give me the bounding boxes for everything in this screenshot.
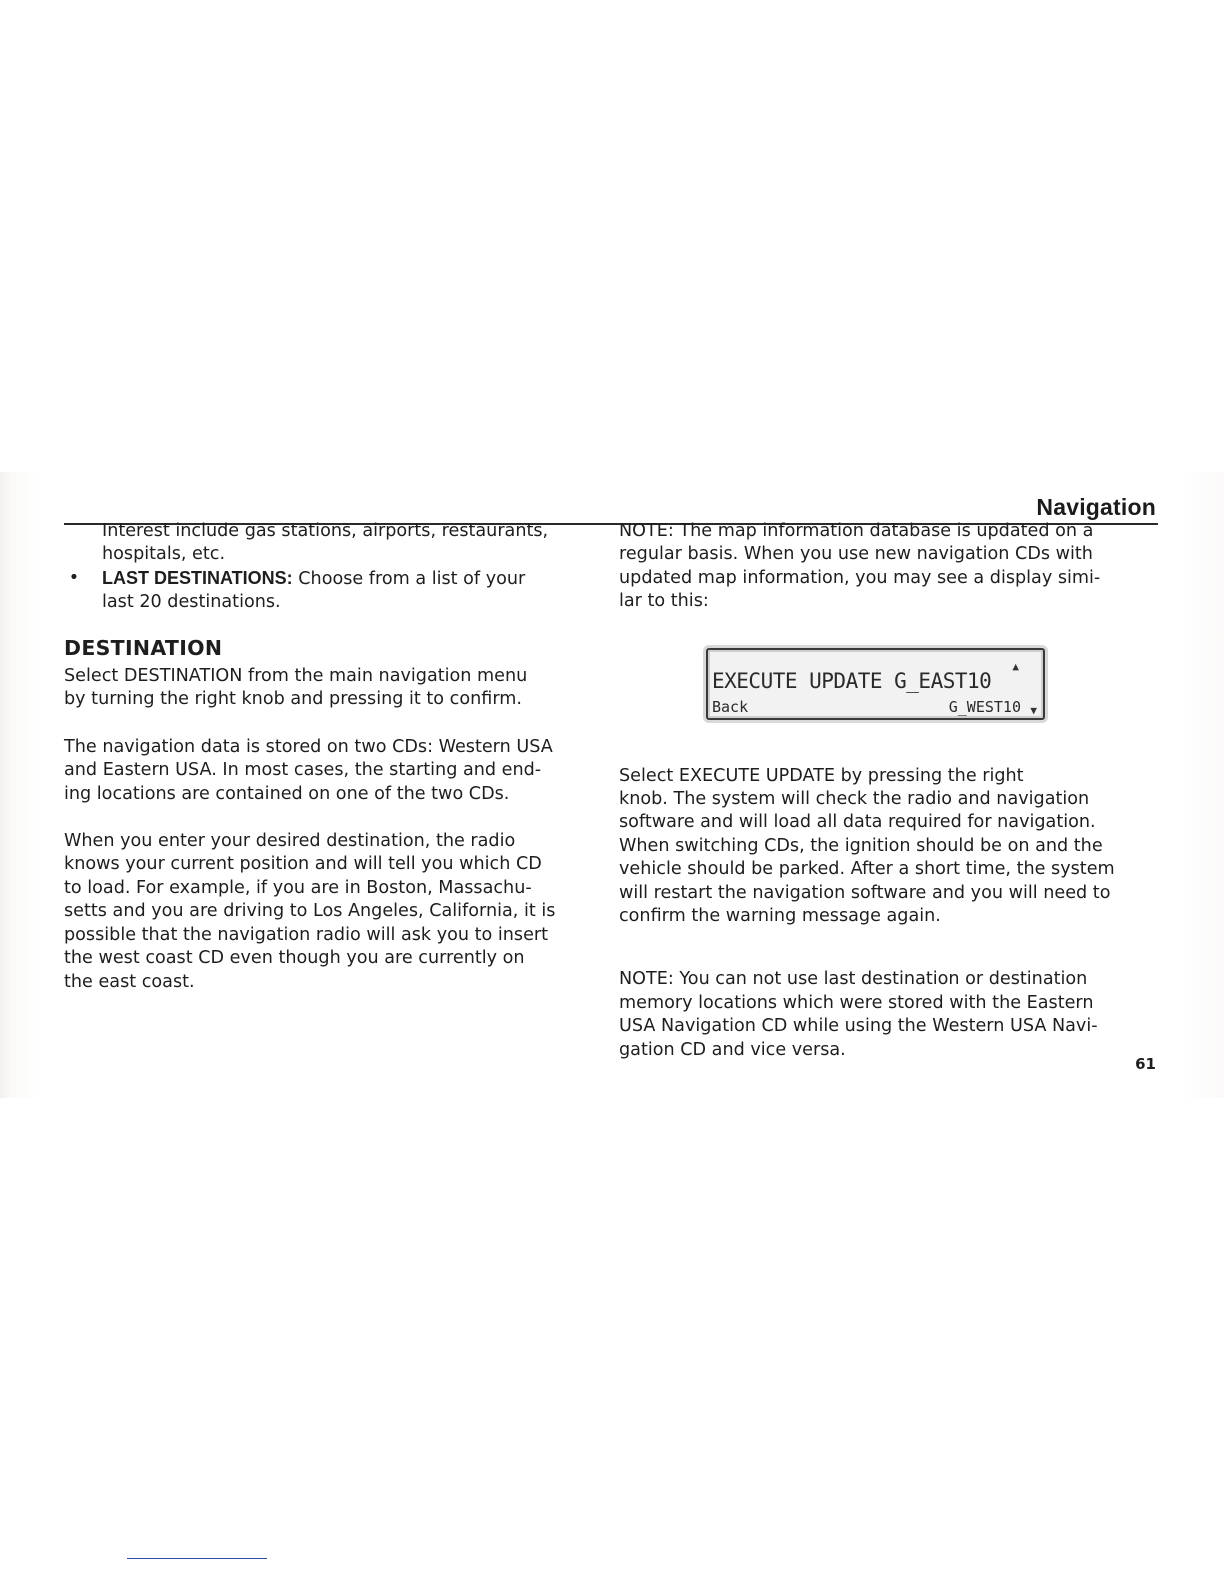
paragraph-line: NOTE: The map information database is updated on a [619, 521, 1094, 541]
paragraph-line: NOTE: You can not use last destination or destination [619, 969, 1088, 990]
bullet-label: LAST DESTINATIONS: [102, 567, 293, 588]
bullet-text: last 20 destinations. [102, 592, 281, 613]
radio-display-illustration [706, 648, 1045, 720]
execute-update-paragraph [619, 765, 1159, 929]
paragraph-line: When switching CDs, the ignition should be on and the [619, 835, 1103, 856]
note-destination-memory-paragraph [619, 968, 1159, 1062]
cd-paragraph [64, 736, 604, 806]
bullet-icon: • [68, 567, 80, 588]
page-number: 61 [1135, 1055, 1156, 1073]
left-column [64, 520, 604, 994]
paragraph-line: by turning the right knob and pressing it to confirm. [64, 689, 522, 710]
intro-text [64, 520, 604, 567]
intro-line: Interest include gas stations, airports, restaurants, [102, 521, 549, 541]
paragraph-line: Select DESTINATION from the main navigation menu [64, 666, 528, 687]
paragraph-line: Select EXECUTE UPDATE by pressing the right [619, 765, 1024, 786]
paragraph-line: regular basis. When you use new navigation CDs with [619, 544, 1093, 565]
paragraph-line: possible that the navigation radio will ask you to insert [64, 924, 549, 945]
paragraph-line: knows your current position and will tell you which CD [64, 854, 542, 875]
paragraph-line: to load. For example, if you are in Boston, Massachu- [64, 877, 532, 898]
paragraph-line: When you enter your desired destination, the radio [64, 831, 516, 852]
display-west-label: G_WEST10 [948, 697, 1021, 716]
section-header: Navigation [1036, 494, 1156, 520]
paragraph-line: will restart the navigation software and you will need to [619, 882, 1111, 903]
paragraph-line: setts and you are driving to Los Angeles, California, it is [64, 901, 556, 922]
display-execute-update-line: EXECUTE UPDATE G_EAST10 [712, 668, 992, 693]
paragraph-line: software and will load all data required for navigation. [619, 812, 1096, 833]
paragraph-line: vehicle should be parked. After a short time, the system [619, 859, 1115, 880]
paragraph-line: confirm the warning message again. [619, 906, 941, 927]
paragraph-line: USA Navigation CD while using the Western USA Navi- [619, 1016, 1098, 1037]
paragraph-line: The navigation data is stored on two CDs: Western USA [64, 736, 553, 757]
right-column [619, 520, 1159, 1062]
example-paragraph [64, 830, 604, 994]
paragraph-line: the east coast. [64, 971, 195, 992]
bullet-item-last-destinations [64, 567, 604, 615]
up-arrow-icon: ▲ [1012, 659, 1019, 673]
paragraph-line: gation CD and vice versa. [619, 1039, 846, 1060]
bullet-text: Choose from a list of your [292, 568, 526, 589]
paragraph-line: memory locations which were stored with the Eastern [619, 992, 1094, 1013]
paragraph-line: ing locations are contained on one of the two CDs. [64, 783, 510, 804]
paragraph-line: the west coast CD even though you are currently on [64, 948, 525, 969]
footer-link-underline [127, 1558, 267, 1559]
note-update-paragraph [619, 520, 1159, 614]
paragraph-line: lar to this: [619, 591, 709, 612]
paragraph-line: and Eastern USA. In most cases, the starting and end- [64, 760, 542, 781]
display-back-label: Back [712, 697, 749, 716]
paragraph-line: knob. The system will check the radio and navigation [619, 789, 1090, 810]
intro-line: hospitals, etc. [102, 544, 226, 565]
destination-paragraph [64, 665, 604, 712]
destination-heading: DESTINATION [64, 635, 223, 660]
paragraph-line: updated map information, you may see a display simi- [619, 567, 1101, 588]
down-arrow-icon: ▼ [1030, 703, 1037, 717]
